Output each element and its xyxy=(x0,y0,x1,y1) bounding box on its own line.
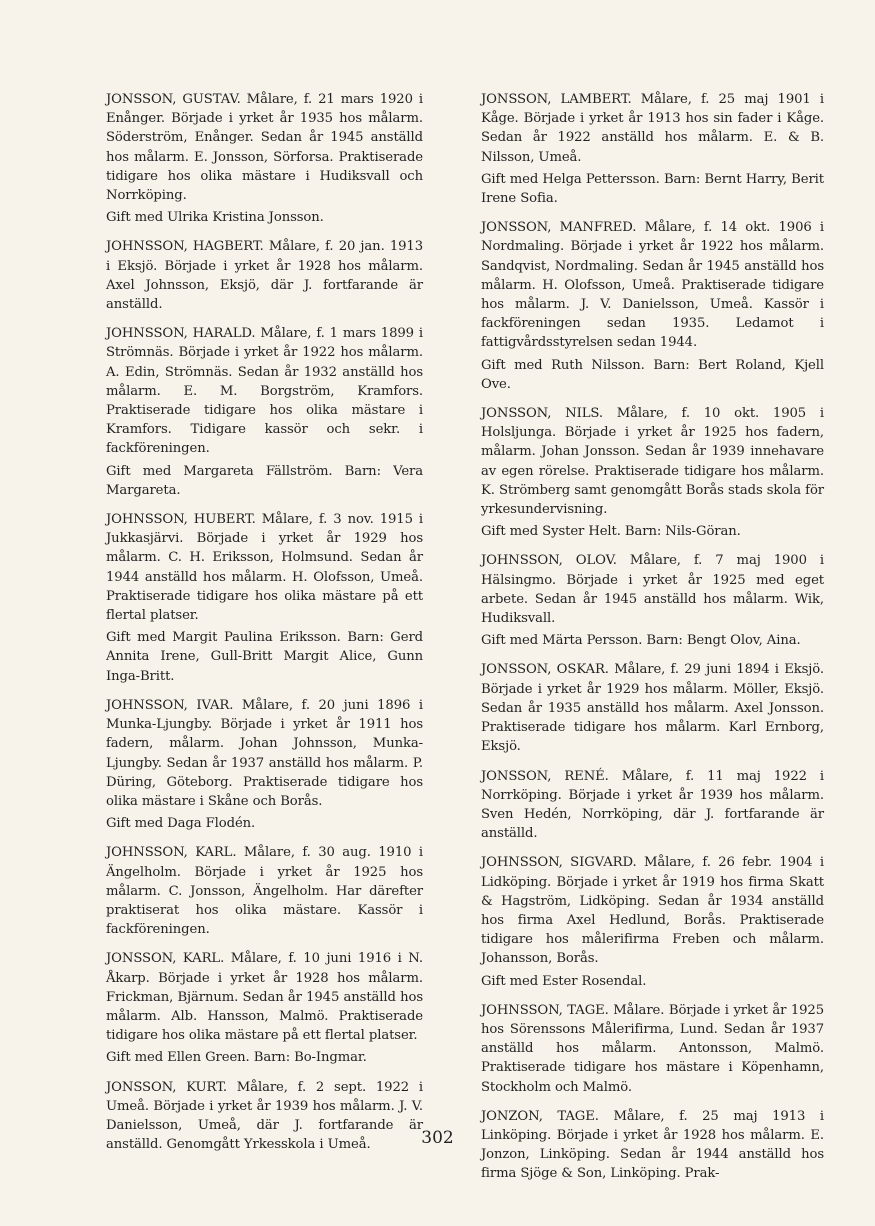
entry-text: JOHNSSON, HARALD. Målare, f. 1 mars 1899 i Strömnäs. Började i yrket år 1922 hos målarm. A. Edin, Strömnäs. Sedan år 1932 anställd hos målarm. E. M. Borgström, Kramfors. Praktiserade tidigare hos olika mästare i Kramfors. Tidigare kassör och sekr. i fackföreningen. xyxy=(106,326,423,457)
entry-text: JONSSON, OSKAR. Målare, f. 29 juni 1894 i Eksjö. Började i yrket år 1929 hos målarm. Möller, Eksjö. Sedan år 1935 anställd hos målarm. Axel Jonsson. Praktiserade tidigare hos målarm. Karl Ernborg, Eksjö. xyxy=(481,662,824,755)
entry-family: Gift med Helga Pettersson. Barn: Bernt Harry, Berit Irene Sofia. xyxy=(481,171,824,207)
entry-johnsson-harald xyxy=(106,324,423,500)
entry-jonsson-manfred xyxy=(481,218,824,394)
entry-jonsson-gustav xyxy=(106,90,423,227)
page-number: 302 xyxy=(421,1128,454,1148)
entry-johnsson-olov xyxy=(481,551,824,650)
entry-family: Gift med Ruth Nilsson. Barn: Bert Roland, Kjell Ove. xyxy=(481,357,824,392)
entry-text: JOHNSSON, HAGBERT. Målare, f. 20 jan. 1913 i Eksjö. Började i yrket år 1928 hos målarm. Axel Johnsson, Eksjö, där J. fortfarande är anställd. xyxy=(106,239,423,313)
entry-text: JONSSON, MANFRED. Målare, f. 14 okt. 1906 i Nordmaling. Började i yrket år 1922 hos målarm. Sandqvist, Nordmaling. Sedan år 1945 anställd hos målarm. H. Olofsson, Umeå. Praktiserade tidigare hos målarm. J. V. Danielsson, Umeå. Kassör i fackföreningen sedan 1935. Ledamot i fattigvårdsstyrelsen sedan 1944. xyxy=(481,220,824,351)
entry-text: JONSSON, GUSTAV. Målare, f. 21 mars 1920 i Enånger. Började i yrket år 1935 hos målarm. Söderström, Enånger. Sedan år 1945 anställd hos målarm. E. Jonsson, Sörforsa. Praktiserade tidigare hos olika mästare i Hudiksvall och Norrköping. xyxy=(106,92,423,204)
entry-johnsson-karl xyxy=(106,843,423,939)
entry-text: JOHNSSON, KARL. Målare, f. 30 aug. 1910 i Ängelholm. Började i yrket år 1925 hos målarm. C. Jonsson, Ängelholm. Har därefter praktiserat hos olika mästare. Kassör i fackföreningen. xyxy=(106,845,423,938)
entry-text: JONSSON, KARL. Målare, f. 10 juni 1916 i N. Åkarp. Började i yrket år 1928 hos målarm. Frickman, Bjärnum. Sedan år 1945 anställd hos målarm. Alb. Hansson, Malmö. Praktiserade tidigare hos olika mästare på ett flertal platser. xyxy=(106,951,423,1044)
entry-family: Gift med Syster Helt. Barn: Nils-Göran. xyxy=(481,524,741,540)
entry-jonsson-karl xyxy=(106,949,423,1067)
entry-jonsson-nils xyxy=(481,404,824,541)
entry-family: Gift med Margit Paulina Eriksson. Barn: Gerd Annita Irene, Gull-Britt Margit Alice, Gunn Inga-Britt. xyxy=(106,630,423,684)
entry-text: JONSSON, KURT. Målare, f. 2 sept. 1922 i Umeå. Började i yrket år 1939 hos målarm. J. V. Danielsson, Umeå, där J. fortfarande är anställd. Genomgått Yrkesskola i Umeå. xyxy=(106,1079,423,1153)
entry-family: Gift med Ellen Green. Barn: Bo-Ingmar. xyxy=(106,1050,367,1066)
entry-text: JONSSON, LAMBERT. Målare, f. 25 maj 1901 i Kåge. Började i yrket år 1913 hos sin fader i Kåge. Sedan år 1922 anställd hos målarm. E. & B. Nilsson, Umeå. xyxy=(481,92,824,165)
entry-jonsson-oskar xyxy=(481,660,824,756)
entry-family: Gift med Märta Persson. Barn: Bengt Olov, Aina. xyxy=(481,633,801,649)
entry-text: JONZON, TAGE. Målare, f. 25 maj 1913 i Linköping. Började i yrket år 1928 hos målarm. E. Jonzon, Linköping. Sedan år 1944 anställd hos firma Sjöge & Son, Linköping. Prak- xyxy=(481,1108,824,1182)
entry-family: Gift med Daga Flodén. xyxy=(106,816,256,832)
left-column xyxy=(106,90,423,1164)
entry-text: JOHNSSON, TAGE. Målare. Började i yrket år 1925 hos Sörenssons Målerifirma, Lund. Sedan år 1937 anställd hos målarm. Antonsson, Malmö. Praktiserade tidigare hos mästare i Köpenhamn, Stockholm och Malmö. xyxy=(481,1002,824,1095)
entry-johnsson-sigvard xyxy=(481,853,824,990)
entry-family: Gift med Margareta Fällström. Barn: Vera Margareta. xyxy=(106,463,423,498)
entry-johnsson-tage xyxy=(481,1001,824,1097)
entry-family: Gift med Ester Rosendal. xyxy=(481,973,647,989)
entry-text: JONSSON, RENÉ. Målare, f. 11 maj 1922 i Norrköping. Började i yrket år 1939 hos målarm. Sven Hedén, Norrköping, där J. fortfarande är anställd. xyxy=(481,768,824,842)
entry-text: JOHNSSON, IVAR. Målare, f. 20 juni 1896 i Munka-Ljungby. Började i yrket år 1911 hos fadern, målarm. Johan Johnsson, Munka-Ljungby. Sedan år 1937 anställd hos målarm. P. Düring, Göteborg. Praktiserade tidigare hos olika mästare i Skåne och Borås. xyxy=(106,697,423,809)
entry-johnsson-ivar xyxy=(106,696,423,833)
entry-text: JOHNSSON, OLOV. Målare, f. 7 maj 1900 i Hälsingmo. Började i yrket år 1925 med eget arbete. Sedan år 1945 anställd hos målarm. Wik, Hudiksvall. xyxy=(481,553,824,627)
entry-johnsson-hagbert xyxy=(106,237,423,314)
entry-jonsson-rene xyxy=(481,767,824,844)
entry-jonsson-lambert xyxy=(481,90,824,208)
right-column xyxy=(481,90,824,1194)
entry-text: JONSSON, NILS. Målare, f. 10 okt. 1905 i Holsljunga. Började i yrket år 1925 hos fadern, målarm. Johan Jonsson. Sedan år 1939 innehavare av egen rörelse. Praktiserade tidigare hos målarm. K. Strömberg samt genomgått Borås stads skola för yrkesundervisning. xyxy=(481,406,824,518)
entry-text: JOHNSSON, HUBERT. Målare, f. 3 nov. 1915 i Jukkasjärvi. Började i yrket år 1929 hos målarm. C. H. Eriksson, Holmsund. Sedan år 1944 anställd hos målarm. H. Olofsson, Umeå. Praktiserade tidigare hos olika mästare på ett flertal platser. xyxy=(106,512,423,624)
entry-family: Gift med Ulrika Kristina Jonsson. xyxy=(106,210,324,226)
entry-text: JOHNSSON, SIGVARD. Målare, f. 26 febr. 1904 i Lidköping. Började i yrket år 1919 hos firma Skatt & Hagström, Lidköping. Sedan år 1934 anställd hos firma Axel Hedlund, Borås. Praktiserade tidigare hos målerifirma Freben och målarm. Johansson, Borås. xyxy=(481,855,824,967)
entry-johnsson-hubert xyxy=(106,510,423,686)
